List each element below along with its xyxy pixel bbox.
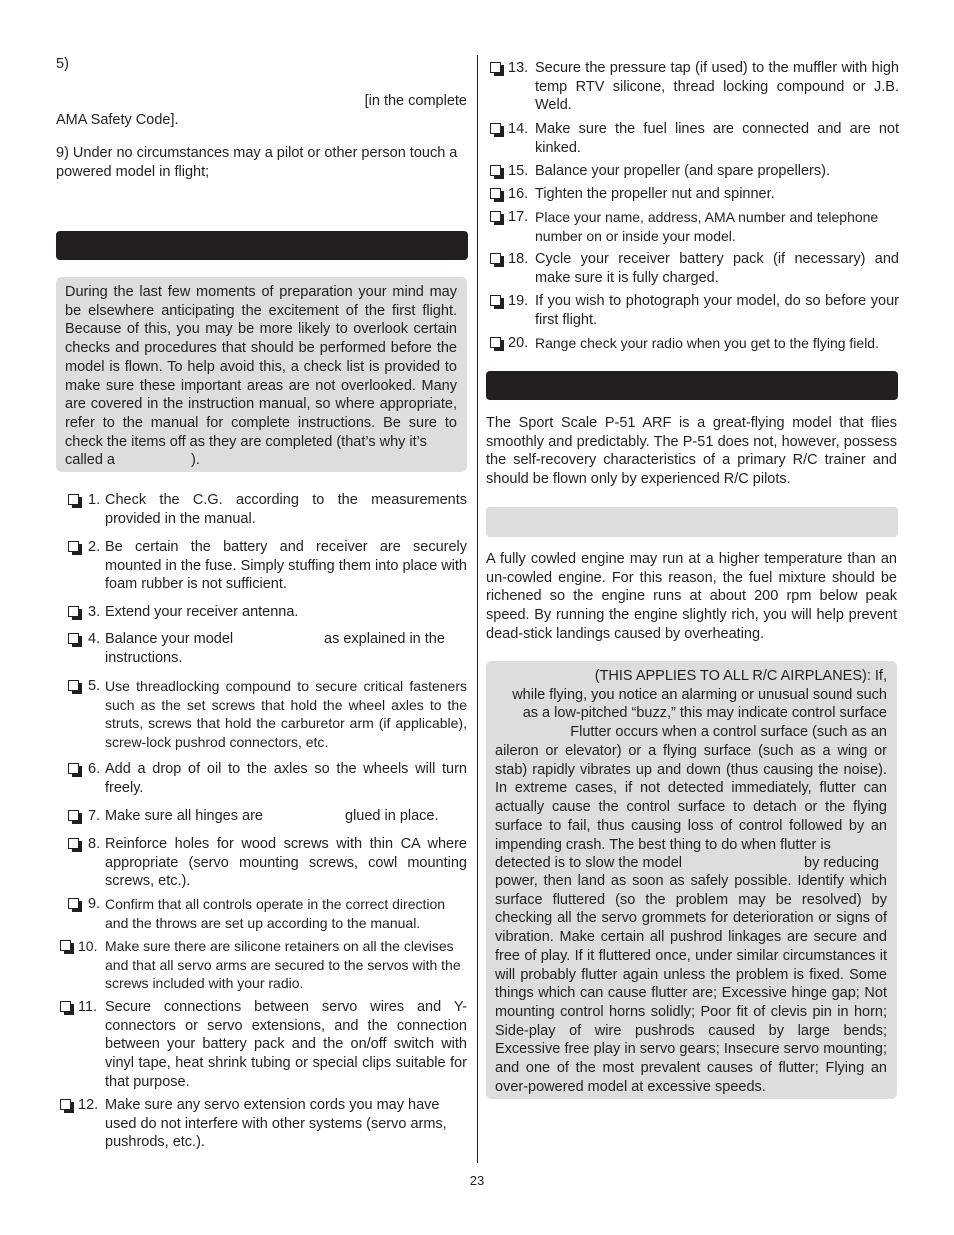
checkbox-icon[interactable] (490, 62, 501, 73)
flutter-rest: power, then land as soon as safely possible. Identify which surface fluttered (so the problem may be resolved) by checking all the servo grommets for deterioration or signs of vibration. Make certain all pushrod linkages are secure and free of play. If it fluttered once, under similar circumstances it will probably flutter again unless the problem is fixed. Some things which can cause flutter are; Excessive hinge gap; Not mounting control horns solidly; Poor fit of clevis pin in horn; Side-play of wire pushrods caused by large bends; Excessive free play in servo gears; Insecure servo mounting; and one of the most prevalent causes of flutter; Flying an over-powered model at excessive speeds. (495, 873, 887, 1095)
flying-header-bar (486, 371, 898, 400)
flutter-line-6b: by reducing (804, 855, 879, 871)
checkbox-icon[interactable] (490, 337, 501, 348)
checkbox-icon[interactable] (490, 165, 501, 176)
checklist-intro-end-b: ). (191, 452, 200, 468)
checkbox-icon[interactable] (68, 838, 79, 849)
safety-item-5-tail2: AMA Safety Code]. (56, 112, 179, 128)
checkbox-icon[interactable] (490, 295, 501, 306)
flutter-first-line: (THIS APPLIES TO ALL R/C AIRPLANES): If, (594, 668, 887, 684)
checkbox-icon[interactable] (68, 810, 79, 821)
checkbox-icon[interactable] (68, 494, 79, 505)
checklist-intro-text: During the last few moments of preparation your mind may be elsewhere anticipating the excitement of the first flight. Because of this, you may be more likely to overlook certain checks and procedures that should be performed before the model is flown. To help avoid this, a check list is provided to make sure these important areas are not overlooked. Many are covered in the instruction manual, so where appropriate, refer to the manual for complete instructions. Be sure to check the items off as they are completed (that’s why it’s (65, 284, 457, 450)
checkbox-icon[interactable] (490, 253, 501, 264)
checkbox-icon[interactable] (68, 606, 79, 617)
checkbox-icon[interactable] (60, 940, 71, 951)
flutter-line-3: as a low-pitched “buzz,” this may indicate control surface (522, 705, 887, 721)
checklist-intro-box (56, 277, 467, 472)
checkbox-icon[interactable] (60, 1099, 71, 1110)
checkbox-icon[interactable] (68, 680, 79, 691)
fuel-mixture-header-bar (486, 507, 898, 537)
fuel-mixture-text: A fully cowled engine may run at a higher temperature than an un-cowled engine. For this reason, the fuel mixture should be richened so the engine runs at about 200 rpm below peak speed. By running the engine slightly rich, you will help prevent dead-stick landings caused by overheating. (486, 551, 897, 642)
safety-item-5-label: 5) (56, 56, 69, 72)
flutter-line-4: Flutter occurs when a control surface (such as an (570, 724, 887, 740)
checklist-intro-end-a: called a (65, 452, 115, 468)
checkbox-icon[interactable] (68, 633, 79, 644)
checklist-header-bar (56, 231, 468, 260)
flying-intro-text: The Sport Scale P-51 ARF is a great-flying model that flies smoothly and predictably. The P-51 does not, however, possess the self-recovery characteristics of a primary R/C trainer and should be flown only by experienced R/C pilots. (486, 415, 897, 488)
checkbox-icon[interactable] (490, 211, 501, 222)
flutter-line-2: while flying, you notice an alarming or unusual sound such (512, 687, 887, 703)
page-number: 23 (469, 1173, 485, 1188)
safety-item-9: 9) Under no circumstances may a pilot or other person touch a powered model in flight; (56, 145, 458, 180)
checkbox-icon[interactable] (68, 541, 79, 552)
column-divider (477, 55, 478, 1163)
checkbox-icon[interactable] (490, 123, 501, 134)
flutter-line-5: aileron or elevator) or a flying surface (such as a wing or stab) rapidly vibrates up and down (thus causing the noise). In extreme cases, if not detected immediately, flutter can actually cause the control surface to detach or the flying surface to fail, thus causing loss of control followed by an impending crash. The best thing to do when flutter is (495, 743, 887, 853)
checkbox-icon[interactable] (60, 1001, 71, 1012)
checkbox-icon[interactable] (490, 188, 501, 199)
checkbox-icon[interactable] (68, 763, 79, 774)
flutter-line-6a: detected is to slow the model (495, 855, 682, 871)
flutter-warning-box (486, 661, 897, 1099)
safety-item-5-tail: [in the complete (364, 93, 467, 109)
checkbox-icon[interactable] (68, 898, 79, 909)
